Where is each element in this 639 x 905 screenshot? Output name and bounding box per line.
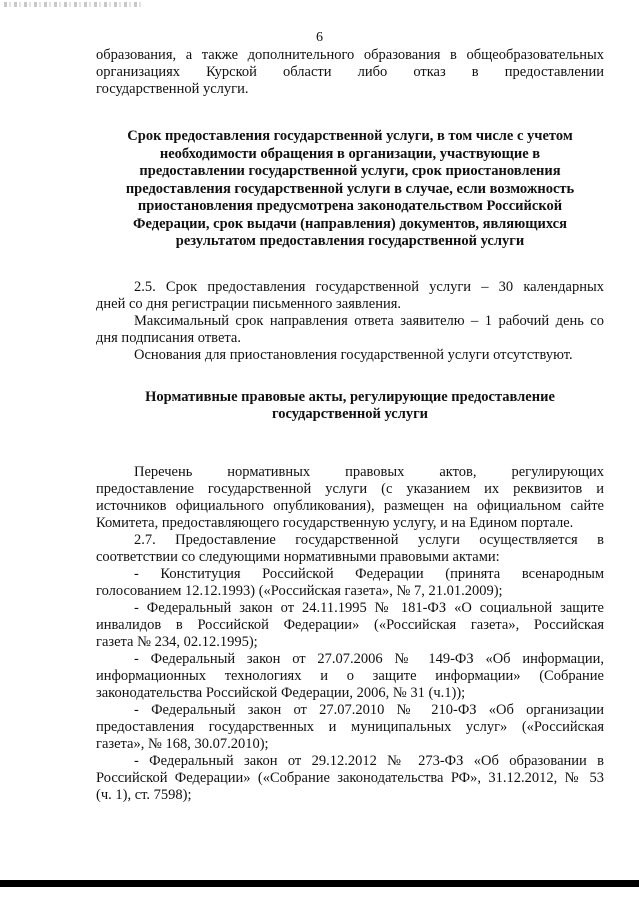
page-bottom-border	[0, 880, 639, 887]
text-line: - Федеральный закон от 27.07.2010 № 210-ФЗ «Об организации	[134, 701, 604, 718]
text-line: дня подписания ответа.	[96, 329, 241, 346]
text-line: инвалидов в Российской Федерации» («Российская газета», Российская	[96, 616, 604, 633]
list-item	[96, 566, 604, 600]
legal-acts-list	[96, 566, 604, 804]
text-line: источников официального опубликования), размещен на официальном сайте	[96, 497, 604, 514]
text-line: образования, а также дополнительного образования в общеобразовательных	[96, 47, 604, 63]
list-item	[96, 753, 604, 804]
text-line: организациях Курской области либо отказ в предоставлении	[96, 64, 604, 80]
paragraph-2-6	[96, 464, 604, 532]
text-line: Максимальный срок направления ответа заявителю – 1 рабочий день со	[134, 312, 604, 329]
text-line: - Федеральный закон от 27.07.2006 № 149-ФЗ «Об информации,	[134, 650, 604, 667]
list-item	[96, 702, 604, 753]
text-line: (ч. 1), ст. 7598);	[96, 786, 192, 803]
text-line: 2.5. Срок предоставления государственной услуги – 30 календарных	[134, 278, 604, 295]
text-line: предоставления государственных и муниципальных услуг» («Российская	[96, 718, 604, 735]
section-heading-term	[96, 128, 604, 251]
text-line: Комитета, предоставляющего государственную услугу, и на Едином портале.	[96, 514, 574, 531]
text-line: газета № 234, 02.12.1995);	[96, 633, 258, 650]
heading-line: приостановления предусмотрена законодательством Российской	[137, 198, 563, 214]
text-line: - Федеральный закон от 29.12.2012 № 273-ФЗ «Об образовании в	[134, 752, 604, 769]
text-line: законодательства Российской Федерации, 2006, № 31 (ч.1));	[96, 684, 466, 701]
heading-line: необходимости обращения в организации, участвующие в	[159, 145, 541, 162]
list-item	[96, 600, 604, 651]
text-line: государственной услуги.	[96, 81, 249, 97]
page-number: 6	[316, 30, 323, 45]
paragraph-2-7	[96, 532, 604, 566]
section-heading-legal-acts	[96, 389, 604, 424]
text-line: предоставление государственной услуги (с указанием их реквизитов и	[96, 480, 604, 497]
text-line: информационных технологиях и о защите информации» (Собрание	[96, 667, 604, 684]
text-line: дней со дня регистрации письменного заявления.	[96, 295, 402, 312]
text-line: - Конституция Российской Федерации (принята всенародным	[134, 565, 604, 582]
heading-line: Федерации, срок выдачи (направления) документов, являющихся	[133, 215, 567, 232]
text-line: Российской Федерации» («Собрание законодательства РФ», 31.12.2012, № 53	[96, 769, 604, 786]
document-body	[96, 47, 604, 804]
heading-line: Нормативные правовые акты, регулирующие предоставление	[145, 388, 555, 405]
heading-line: Срок предоставления государственной услуги, в том числе с учетом	[127, 128, 573, 144]
heading-line: предоставления государственной услуги в случае, если возможность	[125, 180, 575, 197]
intro-paragraph	[96, 47, 604, 98]
scan-artifact	[4, 2, 144, 7]
text-line: соответствии со следующими нормативными правовыми актами:	[96, 548, 500, 565]
list-item	[96, 651, 604, 702]
heading-line: результатом предоставления государственной услуги	[175, 233, 525, 249]
paragraph-2-5	[96, 279, 604, 364]
text-line: - Федеральный закон от 24.11.1995 № 181-ФЗ «О социальной защите	[134, 599, 604, 616]
heading-line: предоставлении государственной услуги, срок приостановления	[139, 163, 561, 179]
text-line: газета», № 168, 30.07.2010);	[96, 735, 269, 752]
text-line: 2.7. Предоставление государственной услуги осуществляется в	[134, 531, 604, 548]
text-line: Основания для приостановления государственной услуги отсутствуют.	[134, 346, 573, 363]
text-line: Перечень нормативных правовых актов, регулирующих	[134, 463, 604, 480]
text-line: голосованием 12.12.1993) («Российская газета», № 7, 21.01.2009);	[96, 582, 503, 599]
heading-line: государственной услуги	[271, 406, 429, 422]
